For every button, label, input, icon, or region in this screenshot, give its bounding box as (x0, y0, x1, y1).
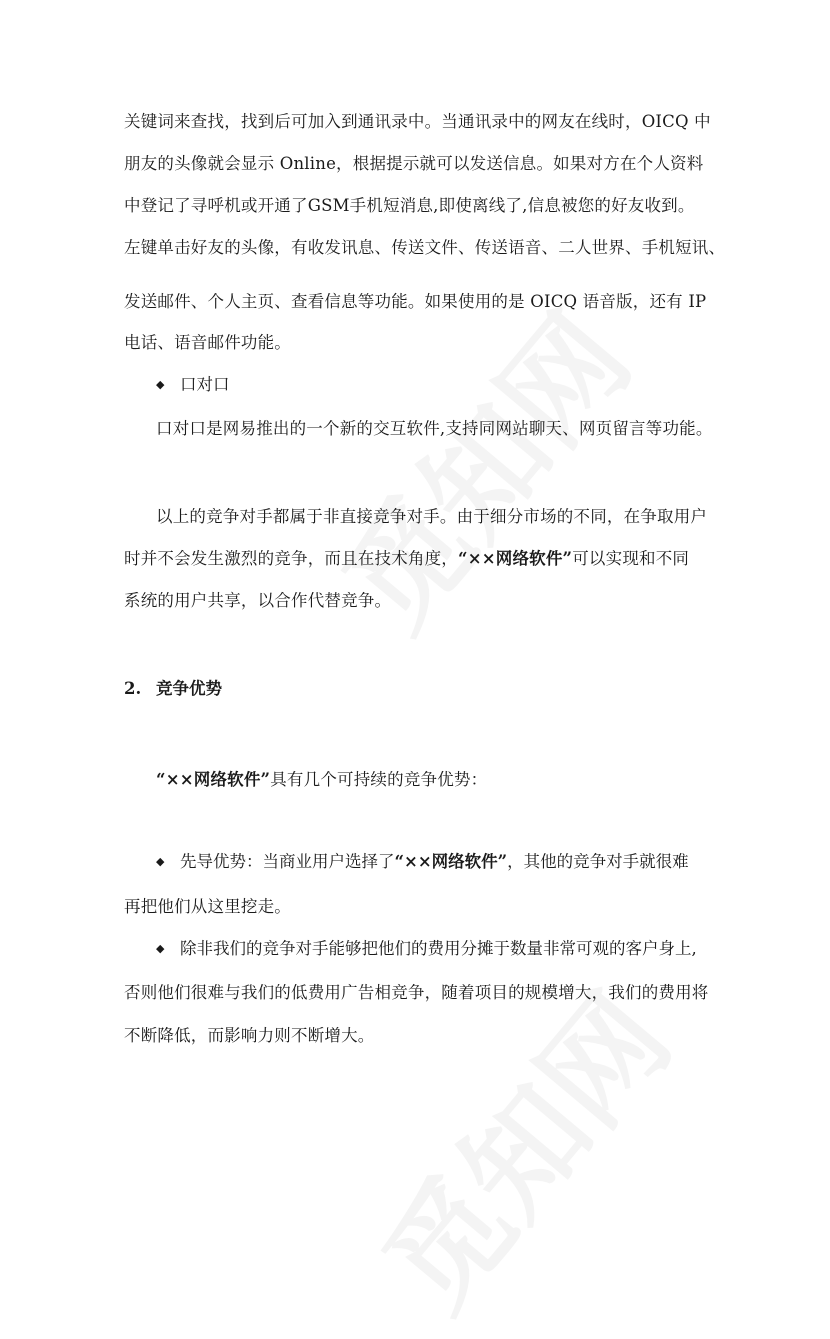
product-name: “××网络软件” (156, 770, 271, 789)
paragraph-line: 发送邮件、个人主页、查看信息等功能。如果使用的是 OICQ 语音版，还有 IP (124, 292, 707, 311)
text-run: 具有几个可持续的竞争优势： (270, 770, 488, 789)
bullet-diamond-icon: ◆ (156, 942, 165, 955)
paragraph-line: 中登记了寻呼机或开通了GSM手机短消息,即使离线了,信息被您的好友收到。 (124, 196, 695, 215)
text-run: 除非我们的竞争对手能够把他们的费用分摊于数量非常可观的客户身上, (180, 939, 697, 958)
paragraph-line (124, 547, 724, 571)
paragraph-line: 朋友的头像就会显示 Online，根据提示就可以发送信息。如果对方在个人资料 (124, 154, 704, 173)
text-run: 时并不会发生激烈的竞争，而且在技术角度， (124, 549, 458, 568)
paragraph-line: 否则他们很难与我们的低费用广告相竞争，随着项目的规模增大，我们的费用将 (124, 983, 709, 1002)
paragraph-koudui: 口对口是网易推出的一个新的交互软件,支持同网站聊天、网页留言等功能。 (156, 419, 713, 438)
product-name: “××网络软件” (458, 549, 573, 568)
bullet-diamond-icon: ◆ (156, 378, 165, 391)
bullet-item-advantage-1 (156, 850, 716, 874)
paragraph-line: 电话、语音邮件功能。 (124, 333, 291, 352)
product-name: “××网络软件” (394, 852, 508, 871)
paragraph-line: 不断降低，而影响力则不断增大。 (124, 1026, 375, 1045)
paragraph-line: 以上的竞争对手都属于非直接竞争对手。由于细分市场的不同，在争取用户 (156, 507, 708, 526)
watermark-lower (338, 953, 701, 1339)
intro-line (156, 768, 756, 792)
text-run: 先导优势：当商业用户选择了 (180, 852, 395, 871)
bullet-label: 口对口 (180, 375, 230, 394)
paragraph-line: 系统的用户共享，以合作代替竞争。 (124, 591, 392, 610)
paragraph-line: 左键单击好友的头像，有收发讯息、传送文件、传送语音、二人世界、手机短讯、 (124, 238, 726, 257)
text-run: ，其他的竞争对手就很难 (507, 852, 689, 871)
text-run: 可以实现和不同 (572, 549, 690, 568)
paragraph-line: 再把他们从这里挖走。 (124, 897, 291, 916)
bullet-item-advantage-2 (156, 937, 716, 961)
section-title: 竞争优势 (156, 679, 222, 698)
section-number: 2. (124, 679, 142, 698)
bullet-item-koudui (156, 373, 716, 397)
section-heading (124, 677, 222, 701)
bullet-diamond-icon: ◆ (156, 855, 165, 868)
paragraph-line: 关键词来查找，找到后可加入到通讯录中。当通讯录中的网友在线时，OICQ 中 (124, 112, 711, 131)
